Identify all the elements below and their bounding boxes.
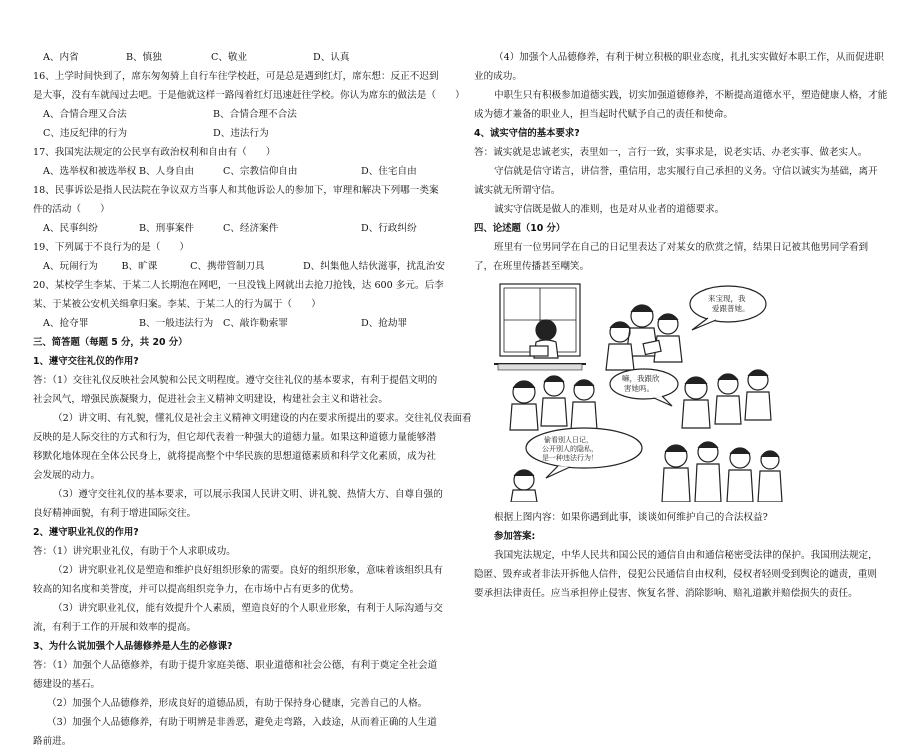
option-b: B、一般违法行为 <box>139 318 214 329</box>
option-b: B、旷课 <box>121 261 158 272</box>
option-row <box>33 314 445 333</box>
option-row <box>33 257 445 276</box>
option-row <box>33 162 445 181</box>
option-d: D、违法行为 <box>213 128 269 139</box>
answer-line: 隐匿、毁弃或者非法开拆他人信件，侵犯公民通信自由权利，侵权者轻则受到舆论的谴责，重则 <box>474 569 877 580</box>
option-b: B、合情合理不合法 <box>213 109 297 120</box>
option-a: A、选举权和被选举权 <box>43 166 137 177</box>
option-a: A、抢夺罪 <box>43 318 89 329</box>
short-answer-title: 3、为什么说加强个人品德修养是人生的必修课? <box>33 641 233 652</box>
option-b: B、人身自由 <box>139 166 195 177</box>
answer-line: （3）加强个人品德修养，有助于明辨是非善恶，避免走弯路，入歧途，从而着正确的人生道 <box>47 717 437 728</box>
answer-line: 答：（1）加强个人品德修养，有助于提升家庭美德、职业道德和社会公德，有利于奠定全社会道 <box>33 660 438 671</box>
answer-line: 我国宪法规定，中华人民共和国公民的通信自由和通信秘密受法律的保护。我国刑法规定， <box>494 550 878 561</box>
answer-line: 反映的是人际交往的方式和行为，但它却代表着一种强大的道德力量。如果这种道德力量能够潜 <box>33 432 436 443</box>
answer-line: 社会风气，增强民族凝聚力，促进社会主义精神文明建设，构建社会主义和谐社会。 <box>33 394 388 405</box>
short-answer-title: 4、诚实守信的基本要求? <box>474 128 580 139</box>
essay-question: 根据上图内容：如果你遇到此事，谈谈如何维护自己的合法权益? <box>494 512 768 523</box>
answer-line: 业的成功。 <box>474 71 522 82</box>
answer-line: 诚实守信既是做人的准则，也是对从业者的道德要求。 <box>494 204 725 215</box>
option-b: B、慎独 <box>126 52 162 63</box>
option-c: C、敲诈勒索罪 <box>223 318 288 329</box>
bubble-2-line-2: 害她吗。 <box>624 384 654 393</box>
speech-bubble-1 <box>690 286 766 330</box>
option-d: D、行政纠纷 <box>361 223 417 234</box>
answer-line: （2）讲文明、有礼貌，懂礼仪是社会主义精神文明建设的内在要求所提出的要求。交往礼仪表面看 <box>53 413 472 424</box>
question-16: 16、上学时间快到了，席东匆匆骑上自行车往学校赶，可是总是遇到红灯，席东想：反正不迟到 <box>33 71 439 82</box>
option-row <box>33 124 445 143</box>
answer-line: （3）讲究职业礼仪，能有效提升个人素质，塑造良好的个人职业形象，有利于人际沟通与交 <box>53 603 443 614</box>
question-19: 19、下列属于不良行为的是（ ） <box>33 242 190 253</box>
answer-line: 德建设的基石。 <box>33 679 101 690</box>
question-20: 20、某校学生李某、于某二人长期泡在网吧，一旦没钱上网就出去抢刀抢钱，达 600 多元。后李 <box>33 280 444 291</box>
answer-line: 答：诚实就是忠诚老实，表里如一，言行一致，实事求是，说老实话、办老实事、做老实人。 <box>474 147 868 158</box>
option-d: D、纠集他人结伙滋事，扰乱治安 <box>302 261 445 272</box>
bubble-3-line-3: 是一种违法行为！ <box>542 454 598 462</box>
bubble-1-line-1: 来宝现，我 <box>708 294 746 303</box>
answer-line: 中职生只有积极参加道德实践，切实加强道德修养，不断提高道德水平，塑造健康人格，才能 <box>494 90 888 101</box>
section-heading: 三、简答题（每题 5 分，共 20 分） <box>33 337 188 348</box>
answer-line: 要承担法律责任。应当承担停止侵害、恢复名誉、消除影响、赔礼道歉并赔偿损失的责任。 <box>474 588 858 599</box>
option-a: A、合情合理又合法 <box>43 109 127 120</box>
answer-line: 较高的知名度和美誉度，并可以提高组织竞争力，在市场中占有更多的优势。 <box>33 584 360 595</box>
bubble-1-line-2: 爱跟普她。 <box>712 304 750 313</box>
question-17: 17、我国宪法规定的公民享有政治权利和自由有（ ） <box>33 147 276 158</box>
question-16-cont: 是大事，没有车就闯过去吧。于是他就这样一路闯着红灯迅速赶往学校。你认为席东的做法是（ ） <box>33 90 465 101</box>
short-answer-title: 2、遵守职业礼仪的作用? <box>33 527 139 538</box>
section-heading: 四、论述题（10 分） <box>474 223 566 234</box>
option-d: D、认真 <box>313 52 350 63</box>
option-c: C、经济案件 <box>223 223 279 234</box>
speech-bubble-2 <box>610 369 678 406</box>
essay-prompt: 班里有一位男同学在自己的日记里表达了对某女的欣赏之情，结果日记被其他男同学看到 <box>494 242 869 253</box>
bubble-2-line-1: 嘛，我跟欣 <box>622 374 660 383</box>
option-d: D、抢劫罪 <box>361 318 408 329</box>
window-scene <box>494 284 586 370</box>
bubble-3-line-2: 公开别人的隐私， <box>542 445 598 453</box>
right-column <box>474 48 888 603</box>
option-a: A、玩闹行为 <box>43 261 98 272</box>
essay-prompt: 了，在班里传播甚至嘲笑。 <box>474 261 590 272</box>
option-a: A、民事纠纷 <box>43 223 98 234</box>
bubble-3-line-1: 偷看别人日记， <box>544 436 593 444</box>
option-a: A、内省 <box>43 52 79 63</box>
question-20-cont: 某、于某被公安机关缉拿归案。李某、于某二人的行为属于（ ） <box>33 299 321 310</box>
option-c: C、携带管制刀具 <box>190 261 265 272</box>
answer-line: 良好精神面貌，有利于增进国际交往。 <box>33 508 197 519</box>
short-answer-title: 1、遵守交往礼仪的作用? <box>33 356 139 367</box>
option-c: C、违反纪律的行为 <box>43 128 128 139</box>
answer-line: 守信就是信守诺言，讲信誉，重信用，忠实履行自己承担的义务。守信以诚实为基础，离开 <box>494 166 878 177</box>
answer-line: （2）加强个人品德修养，形成良好的道德品质，有助于保持身心健康，完善自己的人格。 <box>47 698 428 709</box>
option-c: C、宗教信仰自由 <box>223 166 298 177</box>
answer-line: （4）加强个人品德修养，有利于树立积极的职业态度，扎扎实实做好本职工作，从而促进职 <box>494 52 884 63</box>
comic-illustration <box>494 280 794 502</box>
answer-line: 流，有利于工作的开展和效率的提高。 <box>33 622 197 633</box>
answer-line: （3）遵守交往礼仪的基本要求，可以展示我国人民讲文明、讲礼貌、热情大方、自尊自强的 <box>53 489 443 500</box>
question-18-cont: 件的活动（ ） <box>33 204 110 215</box>
answer-line: 答：（1）讲究职业礼仪，有助于个人求职成功。 <box>33 546 236 557</box>
option-row <box>33 105 445 124</box>
answer-line: 路前进。 <box>33 736 72 747</box>
answer-line: （2）讲究职业礼仪是塑造和维护良好组织形象的需要。良好的组织形象，意味着该组织具有 <box>53 565 443 576</box>
option-d: D、住宅自由 <box>361 166 417 177</box>
option-row <box>33 48 445 67</box>
reference-answer-label: 参加答案: <box>494 531 536 542</box>
boys-group-top <box>606 305 682 370</box>
option-row <box>33 219 445 238</box>
option-c: C、敬业 <box>211 52 248 63</box>
answer-line: 会发展的动力。 <box>33 470 101 481</box>
option-b: B、刑事案件 <box>139 223 195 234</box>
left-column <box>33 48 472 751</box>
question-18: 18、民事诉讼是指人民法院在争议双方当事人和其他诉讼人的参加下，审理和解决下列哪一类案 <box>33 185 439 196</box>
answer-line: 诚实就无所谓守信。 <box>474 185 561 196</box>
answer-line: 移默化地体现在全体公民身上，就将提高整个中华民族的思想道德素质和科学文化素质，成为社 <box>33 451 436 462</box>
speech-bubble-3 <box>526 428 642 478</box>
answer-line: 成为德才兼备的职业人，担当起时代赋予自己的责任和使命。 <box>474 109 734 120</box>
answer-line: 答：（1）交往礼仪反映社会风貌和公民文明程度。遵守交往礼仪的基本要求，有利于提倡文明的 <box>33 375 438 386</box>
